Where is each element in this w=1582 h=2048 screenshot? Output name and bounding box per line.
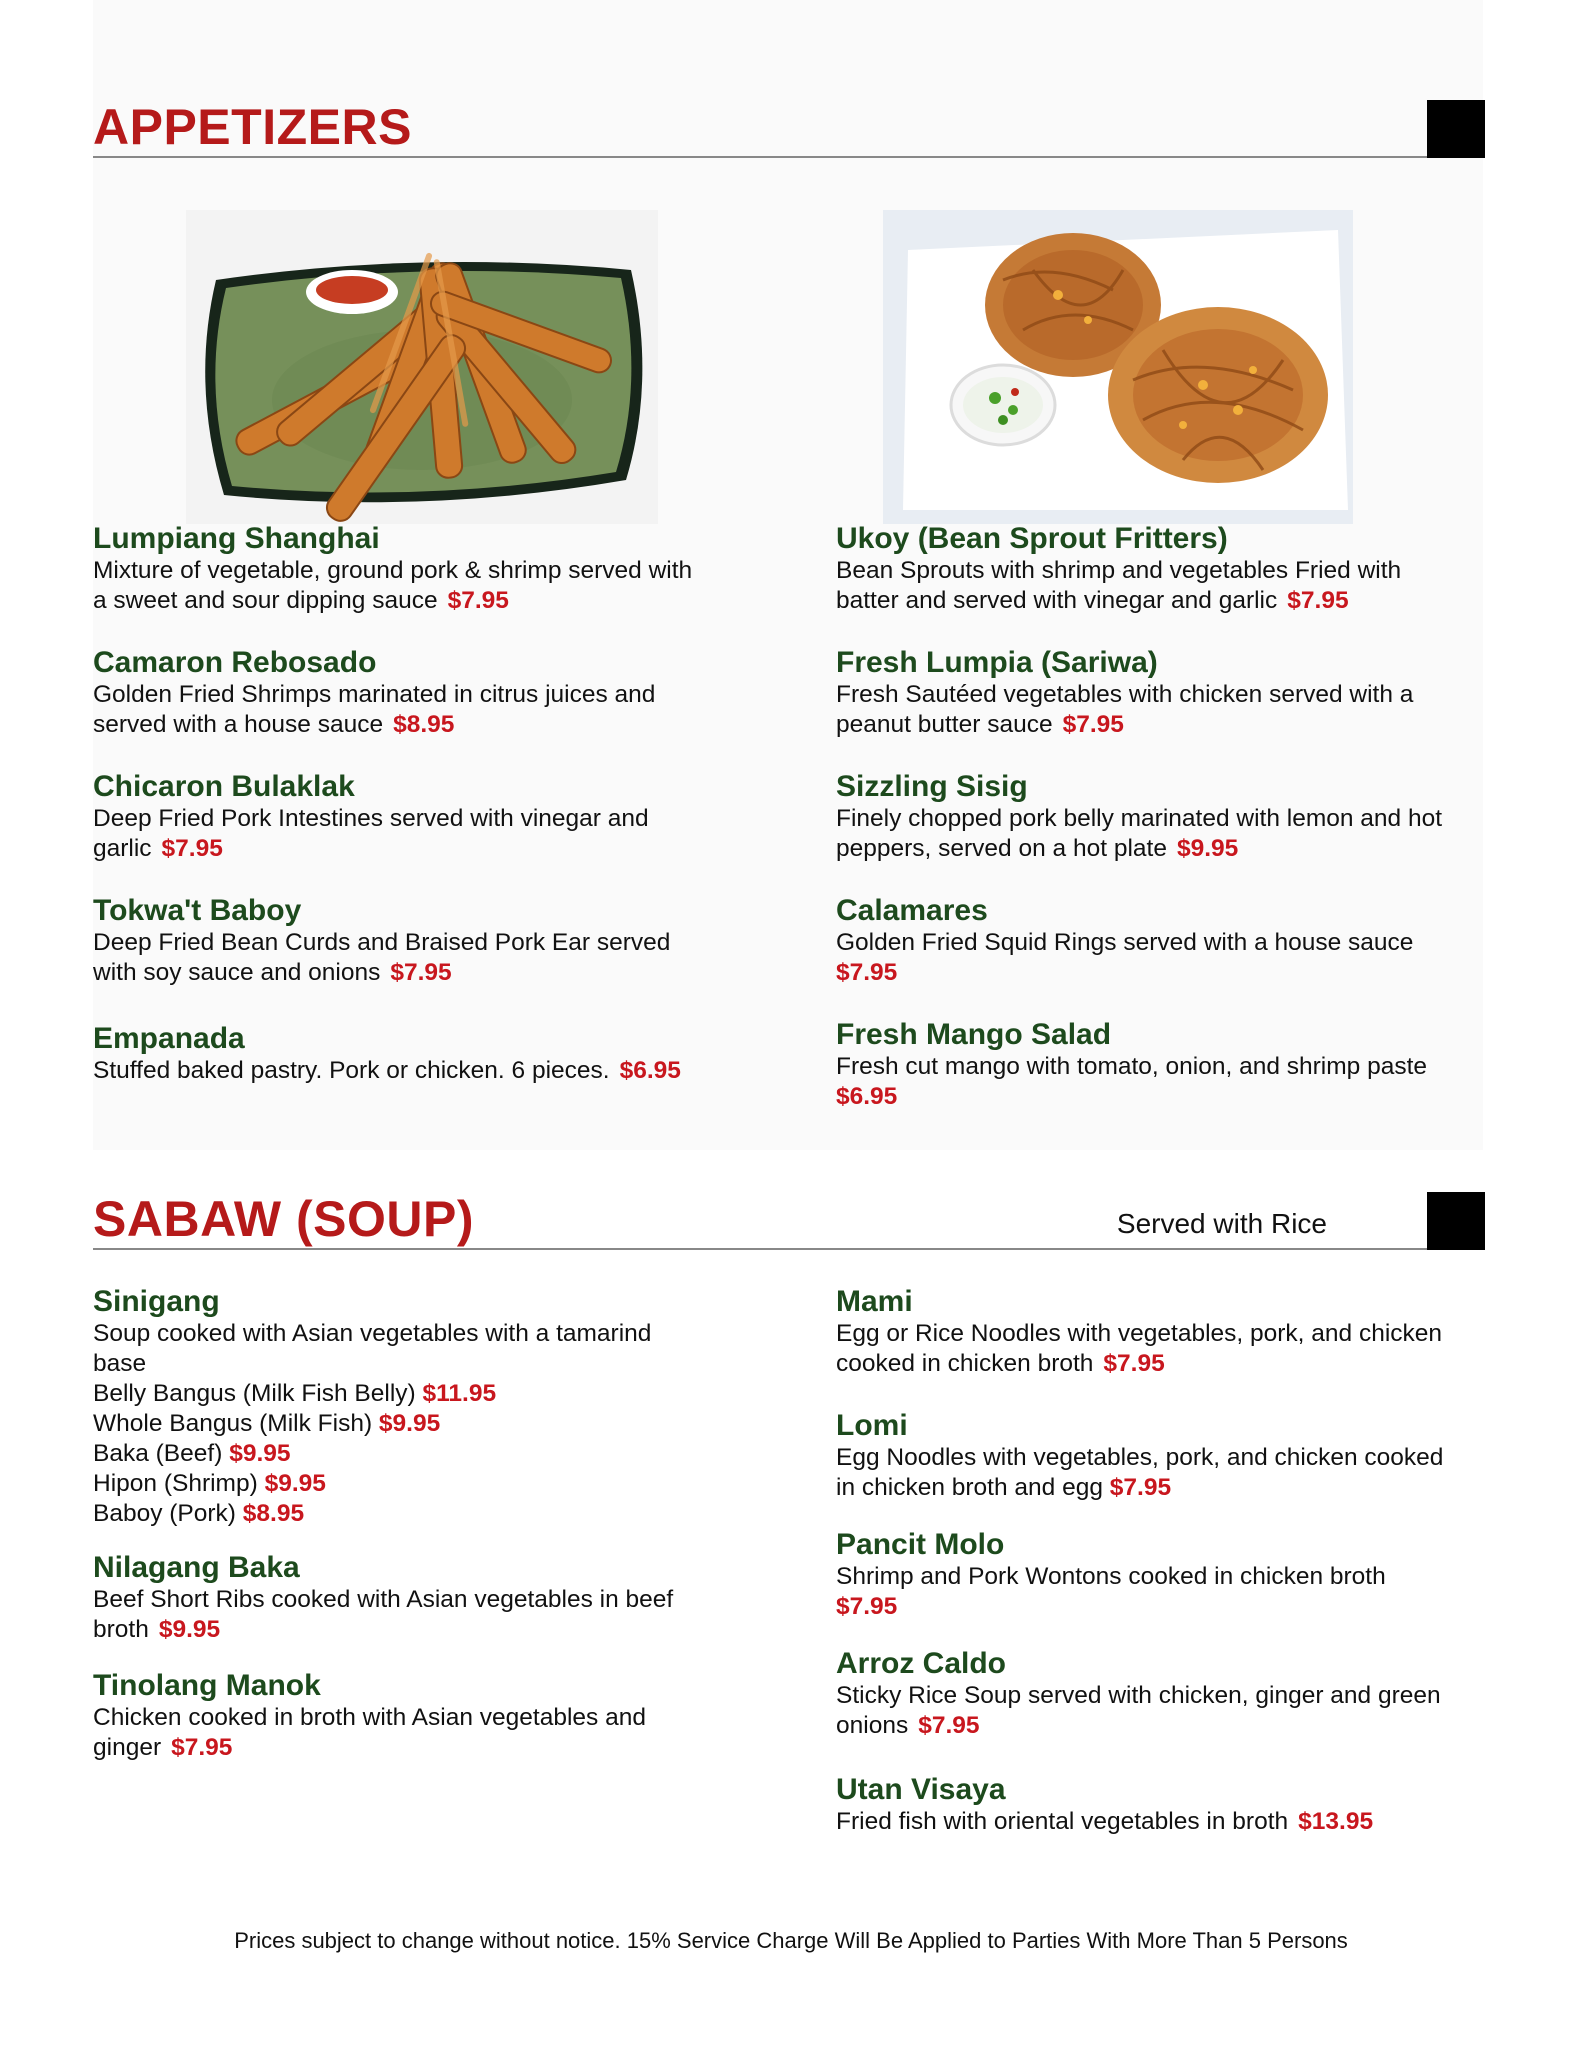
item-description xyxy=(93,1319,763,1529)
menu-item xyxy=(836,894,1506,988)
item-description xyxy=(836,556,1506,616)
option-price: $9.95 xyxy=(229,1440,291,1467)
item-price: $7.95 xyxy=(918,1712,980,1739)
item-description xyxy=(93,1585,763,1645)
menu-item xyxy=(93,646,763,740)
description-line: Deep Fried Pork Intestines served with vinegar and xyxy=(93,805,649,832)
description-line: ginger xyxy=(93,1734,162,1761)
item-price: $7.95 xyxy=(171,1734,233,1761)
item-description xyxy=(93,556,763,616)
description-line: Egg or Rice Noodles with vegetables, pork, and chicken xyxy=(836,1320,1443,1347)
description-line: base xyxy=(93,1350,147,1377)
description-line: Beef Short Ribs cooked with Asian vegetables in beef xyxy=(93,1586,674,1613)
ukoy-photo xyxy=(883,210,1353,524)
item-name: Utan Visaya xyxy=(836,1773,1006,1806)
item-description xyxy=(836,1319,1506,1379)
item-name: Lumpiang Shanghai xyxy=(93,522,380,555)
item-description xyxy=(93,1703,763,1763)
item-name: Tokwa't Baboy xyxy=(93,894,302,927)
item-price: $6.95 xyxy=(619,1057,681,1084)
item-price: $7.95 xyxy=(1287,587,1349,614)
item-price: $7.95 xyxy=(836,959,898,986)
description-line: cooked in chicken broth xyxy=(836,1350,1094,1377)
description-line: Chicken cooked in broth with Asian vegetables and xyxy=(93,1704,646,1731)
option-price: $9.95 xyxy=(378,1410,441,1437)
item-name: Arroz Caldo xyxy=(836,1647,1007,1680)
section-marker-block xyxy=(1427,1192,1485,1250)
menu-item xyxy=(836,1773,1506,1837)
section-divider xyxy=(93,156,1485,158)
item-description xyxy=(93,680,763,740)
description-line: Golden Fried Shrimps marinated in citrus juices and xyxy=(93,681,656,708)
menu-item xyxy=(836,1647,1506,1741)
item-price: $6.95 xyxy=(836,1083,898,1110)
menu-item xyxy=(93,522,763,616)
item-description xyxy=(836,1443,1506,1503)
item-name: Sizzling Sisig xyxy=(836,770,1028,803)
item-description xyxy=(836,1807,1506,1837)
option-label: Baboy (Pork) xyxy=(93,1500,236,1527)
item-price: $7.95 xyxy=(447,587,509,614)
menu-item xyxy=(93,1551,763,1645)
description-line: served with a house sauce xyxy=(93,711,384,738)
description-line: peanut butter sauce xyxy=(836,711,1053,738)
menu-item xyxy=(836,1285,1506,1379)
item-description xyxy=(836,804,1506,864)
item-price: $7.95 xyxy=(1109,1474,1172,1501)
item-description xyxy=(93,928,763,988)
item-name: Chicaron Bulaklak xyxy=(93,770,355,803)
description-line: in chicken broth and egg xyxy=(836,1474,1103,1501)
option-label: Whole Bangus (Milk Fish) xyxy=(93,1410,373,1437)
description-line: Deep Fried Bean Curds and Braised Pork Ear served xyxy=(93,929,671,956)
option-price: $11.95 xyxy=(422,1380,497,1407)
item-name: Tinolang Manok xyxy=(93,1669,321,1702)
item-name: Mami xyxy=(836,1285,913,1318)
item-name: Camaron Rebosado xyxy=(93,646,377,679)
description-line: garlic xyxy=(93,835,152,862)
option-price: $9.95 xyxy=(264,1470,326,1497)
menu-item xyxy=(836,522,1506,616)
description-line: Finely chopped pork belly marinated with lemon and hot xyxy=(836,805,1443,832)
item-price: $7.95 xyxy=(1103,1350,1165,1377)
item-name: Empanada xyxy=(93,1022,245,1055)
menu-item xyxy=(836,770,1506,864)
item-description xyxy=(836,928,1506,988)
description-line: with soy sauce and onions xyxy=(93,959,381,986)
item-price: $7.95 xyxy=(1062,711,1124,738)
item-description xyxy=(836,1681,1506,1741)
item-name: Lomi xyxy=(836,1409,908,1442)
item-name: Fresh Lumpia (Sariwa) xyxy=(836,646,1158,679)
description-line: Bean Sprouts with shrimp and vegetables Fried with xyxy=(836,557,1402,584)
description-line: Shrimp and Pork Wontons cooked in chicken broth xyxy=(836,1563,1386,1590)
item-name: Pancit Molo xyxy=(836,1528,1005,1561)
option-label: Baka (Beef) xyxy=(93,1440,223,1467)
menu-item xyxy=(93,1022,763,1086)
item-price: $8.95 xyxy=(393,711,455,738)
appetizers-header xyxy=(93,98,1485,158)
description-line: Sticky Rice Soup served with chicken, ginger and green xyxy=(836,1682,1441,1709)
description-line: a sweet and sour dipping sauce xyxy=(93,587,438,614)
item-price: $13.95 xyxy=(1298,1808,1374,1835)
description-line: Soup cooked with Asian vegetables with a tamarind xyxy=(93,1320,652,1347)
menu-item xyxy=(93,1669,763,1763)
item-name: Ukoy (Bean Sprout Fritters) xyxy=(836,522,1228,555)
description-line: Fresh cut mango with tomato, onion, and shrimp paste xyxy=(836,1053,1428,1080)
item-price: $9.95 xyxy=(1176,835,1239,862)
soup-header xyxy=(93,1190,1485,1250)
menu-item xyxy=(836,1018,1506,1112)
menu-item xyxy=(836,646,1506,740)
item-name: Sinigang xyxy=(93,1285,220,1318)
item-name: Nilagang Baka xyxy=(93,1551,300,1584)
item-description xyxy=(836,680,1506,740)
menu-item xyxy=(836,1528,1506,1622)
menu-item xyxy=(836,1409,1506,1503)
menu-item xyxy=(93,894,763,988)
description-line: peppers, served on a hot plate xyxy=(836,835,1167,862)
menu-item xyxy=(93,1285,763,1529)
section-divider xyxy=(93,1248,1485,1250)
option-price: $8.95 xyxy=(242,1500,305,1527)
lumpiang-shanghai-photo xyxy=(186,210,658,524)
option-label: Hipon (Shrimp) xyxy=(93,1470,258,1497)
description-line: onions xyxy=(836,1712,909,1739)
item-price: $7.95 xyxy=(836,1593,898,1620)
description-line: Stuffed baked pastry. Pork or chicken. 6 pieces. xyxy=(93,1057,610,1084)
item-price: $7.95 xyxy=(161,835,223,862)
description-line: Fresh Sautéed vegetables with chicken served with a xyxy=(836,681,1414,708)
description-line: Fried fish with oriental vegetables in broth xyxy=(836,1808,1289,1835)
item-price: $9.95 xyxy=(158,1616,221,1643)
menu-item xyxy=(93,770,763,864)
item-name: Fresh Mango Salad xyxy=(836,1018,1112,1051)
description-line: Egg Noodles with vegetables, pork, and chicken cooked xyxy=(836,1444,1444,1471)
description-line: Golden Fried Squid Rings served with a house sauce xyxy=(836,929,1414,956)
item-description xyxy=(93,1056,763,1086)
item-description xyxy=(836,1562,1506,1622)
item-description xyxy=(836,1052,1506,1112)
item-description xyxy=(93,804,763,864)
option-label: Belly Bangus (Milk Fish Belly) xyxy=(93,1380,416,1407)
served-with-rice-note: Served with Rice xyxy=(1116,1208,1327,1239)
description-line: broth xyxy=(93,1616,149,1643)
price-disclaimer-footer: Prices subject to change without notice. 15% Service Charge Will Be Applied to Parties With More Than 5 Persons xyxy=(234,1928,1348,1953)
description-line: batter and served with vinegar and garlic xyxy=(836,587,1278,614)
item-price: $7.95 xyxy=(390,959,452,986)
description-line: Mixture of vegetable, ground pork & shrimp served with xyxy=(93,557,693,584)
item-name: Calamares xyxy=(836,894,988,927)
soup-title: SABAW (SOUP) xyxy=(93,1191,474,1247)
appetizers-title: APPETIZERS xyxy=(93,99,412,155)
section-marker-block xyxy=(1427,100,1485,158)
